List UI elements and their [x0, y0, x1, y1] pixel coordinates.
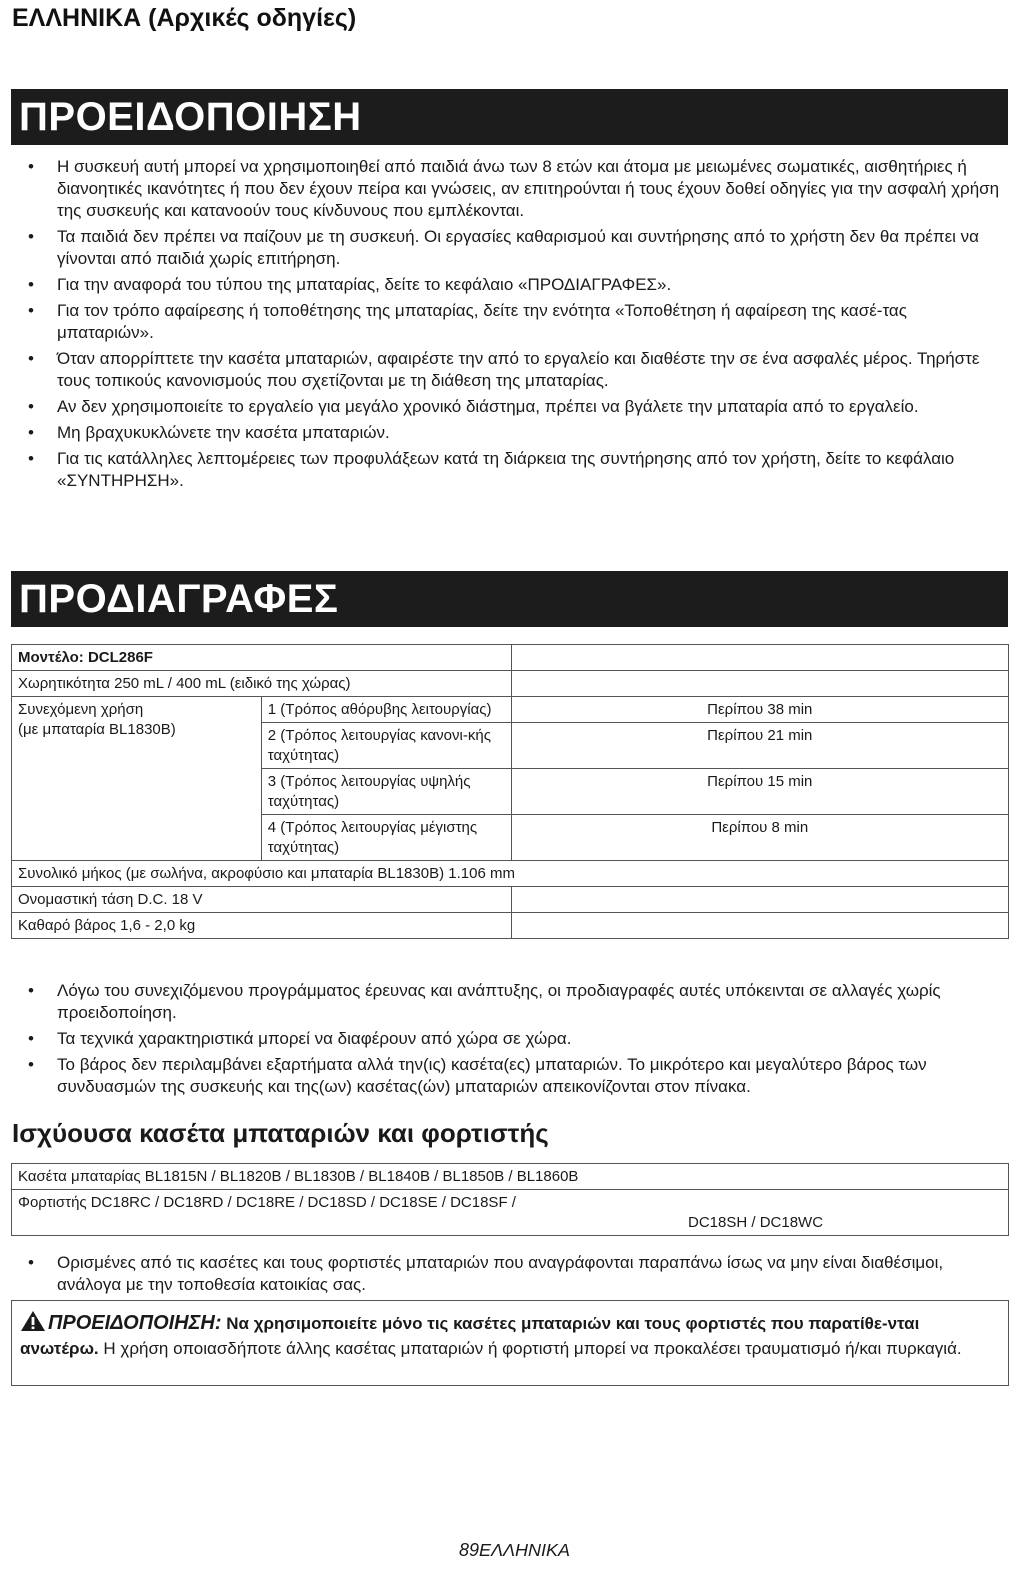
table-cell	[511, 913, 1008, 939]
continuous-use-label: Συνεχόμενη χρήση (με μπαταρία BL1830B)	[12, 697, 262, 861]
spec-notes-list	[11, 980, 1003, 1102]
list-item: • Όταν απορρίπτετε την κασέτα μπαταριών, αφαιρέστε την από το εργαλείο και διαθέστε την σε ένα ασφαλές μέρος. Τηρήστε τους τοπικούς κανονισμούς που σχετίζονται με τη διάθεση της μπαταρίας.	[28, 349, 980, 390]
mode-cell: 3 (Τρόπος λειτουργίας υψηλής ταχύτητας)	[261, 769, 511, 815]
charger-cell	[12, 1190, 1009, 1236]
list-item: • Αν δεν χρησιμοποιείτε το εργαλείο για μεγάλο χρονικό διάστημα, πρέπει να βγάλετε την μπαταρία από το εργαλείο.	[28, 397, 919, 416]
runtime-cell: Περίπου 15 min	[511, 769, 1008, 815]
caution-label: ΠΡΟΕΙΔΟΠΟΙΗΣΗ:	[48, 1312, 222, 1334]
battery-charger-heading: Ισχύουσα κασέτα μπαταριών και φορτιστής	[12, 1118, 549, 1148]
battery-charger-table	[11, 1163, 1009, 1236]
caution-text: Η χρήση οποιασδήποτε άλλης κασέτας μπαταριών ή φορτιστή μπορεί να προκαλέσει τραυματισμό ή/και πυρκαγιά.	[103, 1339, 962, 1358]
specifications-table	[11, 644, 1009, 939]
mode-cell: 1 (Τρόπος αθόρυβης λειτουργίας)	[261, 697, 511, 723]
battery-cell: Κασέτα μπαταρίας BL1815N / BL1820B / BL1830B / BL1840B / BL1850B / BL1860B	[12, 1164, 1009, 1190]
table-row	[12, 913, 1009, 939]
table-cell	[511, 671, 1008, 697]
runtime-cell: Περίπου 38 min	[511, 697, 1008, 723]
list-item: • Για τις κατάλληλες λεπτομέρειες των προφυλάξεων κατά τη διάρκεια της συντήρησης από τον χρήστη, δείτε το κεφάλαιο «ΣΥΝΤΗΡΗΣΗ».	[28, 449, 955, 490]
list-item: • Ορισμένες από τις κασέτες και τους φορτιστές μπαταριών που αναγράφονται παραπάνω ίσως να μην είναι διαθέσιμοι, ανάλογα με την τοποθεσία κατοικίας σας.	[28, 1253, 944, 1294]
length-cell: Συνολικό μήκος (με σωλήνα, ακροφύσιο και μπαταρία BL1830B) 1.106 mm	[12, 861, 1009, 887]
capacity-cell: Χωρητικότητα 250 mL / 400 mL (ειδικό της χώρας)	[12, 671, 512, 697]
model-cell: Μοντέλο: DCL286F	[12, 645, 512, 671]
list-item: • Μη βραχυκυκλώνετε την κασέτα μπαταριών.	[28, 423, 390, 442]
specifications-banner: ΠΡΟΔΙΑΓΡΑΦΕΣ	[11, 571, 1008, 627]
table-row	[12, 1164, 1009, 1190]
table-row	[12, 645, 1009, 671]
list-item: • Για την αναφορά του τύπου της μπαταρίας, δείτε το κεφάλαιο «ΠΡΟΔΙΑΓΡΑΦΕΣ».	[28, 275, 672, 294]
warning-banner: ΠΡΟΕΙΔΟΠΟΙΗΣΗ	[11, 89, 1008, 145]
mode-cell: 4 (Τρόπος λειτουργίας μέγιστης ταχύτητας)	[261, 815, 511, 861]
warning-bullet-list	[11, 156, 1003, 496]
list-item: • Λόγω του συνεχιζόμενου προγράμματος έρευνας και ανάπτυξης, οι προδιαγραφές αυτές υπόκεινται σε αλλαγές χωρίς προειδοποίηση.	[28, 981, 941, 1022]
list-item: • Τα τεχνικά χαρακτηριστικά μπορεί να διαφέρουν από χώρα σε χώρα.	[28, 1029, 572, 1048]
page-footer	[0, 1540, 1029, 1561]
charger-line-1: Φορτιστής DC18RC / DC18RD / DC18RE / DC18SD / DC18SE / DC18SF /	[18, 1194, 516, 1211]
battery-note-list	[11, 1252, 1003, 1300]
voltage-cell: Ονομαστική τάση D.C. 18 V	[12, 887, 512, 913]
runtime-cell: Περίπου 21 min	[511, 723, 1008, 769]
footer-language: ΕΛΛΗΝΙΚΑ	[479, 1540, 571, 1560]
page-language-title: ΕΛΛΗΝΙΚΑ (Αρχικές οδηγίες)	[12, 4, 357, 32]
table-row	[12, 861, 1009, 887]
caution-box	[11, 1300, 1009, 1386]
table-row	[12, 1190, 1009, 1236]
table-cell	[511, 887, 1008, 913]
table-row	[12, 671, 1009, 697]
table-row	[12, 697, 1009, 723]
table-cell	[511, 645, 1008, 671]
warning-triangle-icon	[20, 1310, 46, 1338]
list-item: • Η συσκευή αυτή μπορεί να χρησιμοποιηθεί από παιδιά άνω των 8 ετών και άτομα με μειωμένες σωματικές, αισθητήριες ή διανοητικές ικανότητες ή που δεν έχουν πείρα και γνώσεις, αν επιτηρούνται ή τους έχουν δοθεί οδηγίες για την ασφαλή χρήση της συσκευής και κατανοούν τους κίνδυνους που εμπλέκονται.	[28, 157, 1000, 220]
charger-line-2: DC18SH / DC18WC	[688, 1214, 824, 1231]
weight-cell: Καθαρό βάρος 1,6 - 2,0 kg	[12, 913, 512, 939]
page-number: 89	[458, 1540, 479, 1560]
table-row	[12, 887, 1009, 913]
mode-cell: 2 (Τρόπος λειτουργίας κανονι-κής ταχύτητας)	[261, 723, 511, 769]
list-item: • Τα παιδιά δεν πρέπει να παίζουν με τη συσκευή. Οι εργασίες καθαρισμού και συντήρησης από το χρήστη δεν θα πρέπει να γίνονται από παιδιά χωρίς επιτήρηση.	[28, 227, 979, 268]
list-item: • Για τον τρόπο αφαίρεσης ή τοποθέτησης της μπαταρίας, δείτε την ενότητα «Τοποθέτηση ή αφαίρεση της κασέ-τας μπαταριών».	[28, 301, 907, 342]
runtime-cell: Περίπου 8 min	[511, 815, 1008, 861]
caution-bold-text: Να χρησιμοποιείτε μόνο τις κασέτες μπαταριών και τους φορτιστές που παρατίθε-νται ανωτέρω.	[20, 1314, 920, 1358]
list-item: • Το βάρος δεν περιλαμβάνει εξαρτήματα αλλά την(ις) κασέτα(ες) μπαταριών. Το μικρότερο και μεγαλύτερο βάρος των συνδυασμών της συσκευής και της(ων) κασέτας(ών) μπαταριών απεικονίζονται στον πίνακα.	[28, 1055, 927, 1096]
